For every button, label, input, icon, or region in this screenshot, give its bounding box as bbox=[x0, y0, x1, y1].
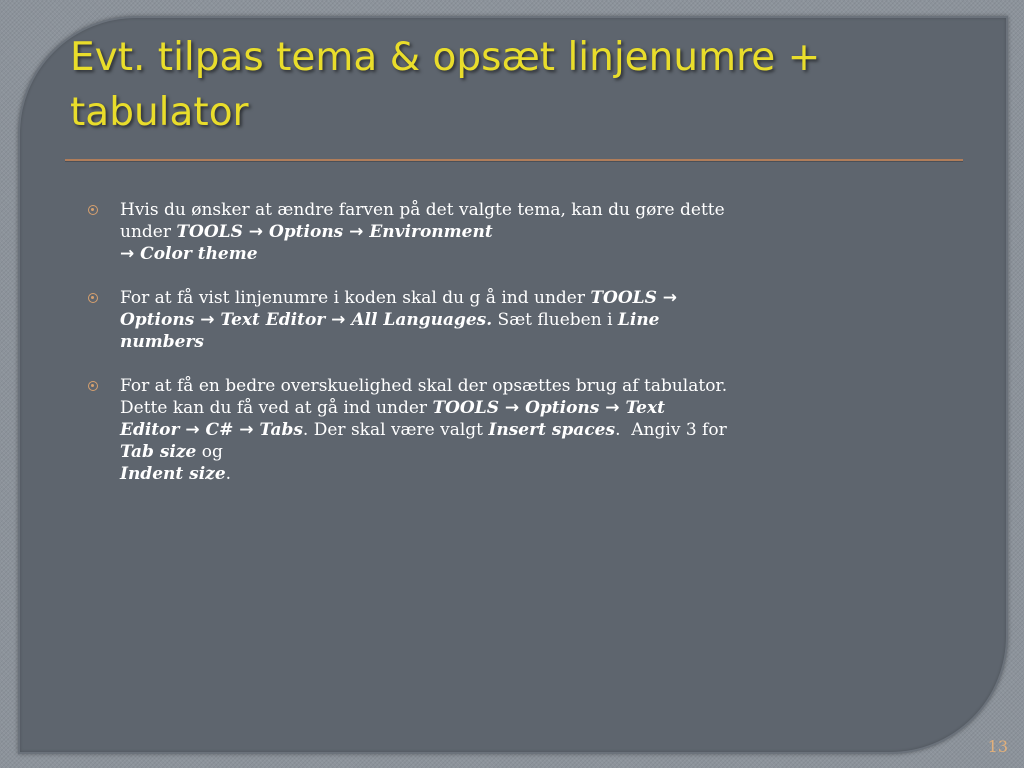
menu-path-segment: Tabs bbox=[259, 420, 303, 440]
bullet-list bbox=[88, 199, 738, 507]
bullet-icon bbox=[88, 205, 98, 215]
text-segment: . Der skal være valgt bbox=[302, 420, 489, 440]
menu-path-segment: Options bbox=[120, 310, 195, 330]
arrow-right-icon: → bbox=[343, 222, 370, 242]
arrow-right-icon: → bbox=[233, 420, 260, 440]
menu-path-segment: Text Editor bbox=[220, 310, 326, 330]
text-segment: . bbox=[225, 464, 232, 484]
menu-path-segment: Color theme bbox=[140, 244, 258, 264]
bullet-text bbox=[120, 200, 725, 264]
arrow-right-icon: → bbox=[498, 398, 526, 418]
menu-path-segment: Environment bbox=[369, 222, 493, 242]
menu-path-segment: Line numbers bbox=[120, 310, 660, 352]
bullet-item bbox=[88, 375, 738, 485]
menu-path-segment: Text Editor bbox=[120, 398, 665, 440]
arrow-right-icon: → bbox=[179, 420, 206, 440]
menu-path-segment: Insert spaces bbox=[488, 420, 616, 440]
menu-path-segment: Options bbox=[268, 222, 344, 242]
page-number: 13 bbox=[987, 737, 1008, 756]
text-segment: For at få vist linjenumre i koden skal du g å ind under bbox=[120, 288, 591, 308]
menu-path-segment: TOOLS bbox=[176, 222, 243, 242]
menu-path-segment: All Languages. bbox=[351, 310, 493, 330]
bullet-icon bbox=[88, 293, 98, 303]
menu-path-segment: Tab size bbox=[120, 442, 197, 462]
text-segment: For at få en bedre overskuelighed skal der opsættes brug af tabulator. Dette kan du få ved at gå ind under bbox=[120, 376, 728, 418]
text-segment: Sæt flueben i bbox=[492, 310, 618, 330]
arrow-right-icon: → bbox=[325, 310, 352, 330]
arrow-right-icon: → bbox=[656, 288, 678, 308]
menu-path-segment: Indent size bbox=[120, 464, 226, 484]
arrow-right-icon: → bbox=[599, 398, 626, 418]
menu-path-segment: TOOLS bbox=[432, 398, 499, 418]
text-segment: Hvis du ønsker at ændre farven på det valgte tema, kan du gøre dette under bbox=[120, 200, 725, 242]
bullet-item bbox=[88, 287, 728, 353]
slide-title: Evt. tilpas tema & opsæt linjenumre + tabulator bbox=[70, 35, 821, 135]
text-segment: . Angiv 3 for bbox=[615, 420, 738, 440]
bullet-text bbox=[120, 376, 738, 484]
bullet-item bbox=[88, 199, 728, 265]
bullet-icon bbox=[88, 381, 98, 391]
menu-path-segment: Options bbox=[525, 398, 600, 418]
bullet-text bbox=[120, 288, 677, 352]
menu-path-segment: C# bbox=[205, 420, 234, 440]
title-divider bbox=[65, 159, 963, 161]
menu-path-segment: TOOLS bbox=[590, 288, 657, 308]
arrow-right-icon: → bbox=[120, 244, 141, 264]
arrow-right-icon: → bbox=[242, 222, 269, 242]
arrow-right-icon: → bbox=[194, 310, 221, 330]
text-segment: og bbox=[196, 442, 223, 462]
